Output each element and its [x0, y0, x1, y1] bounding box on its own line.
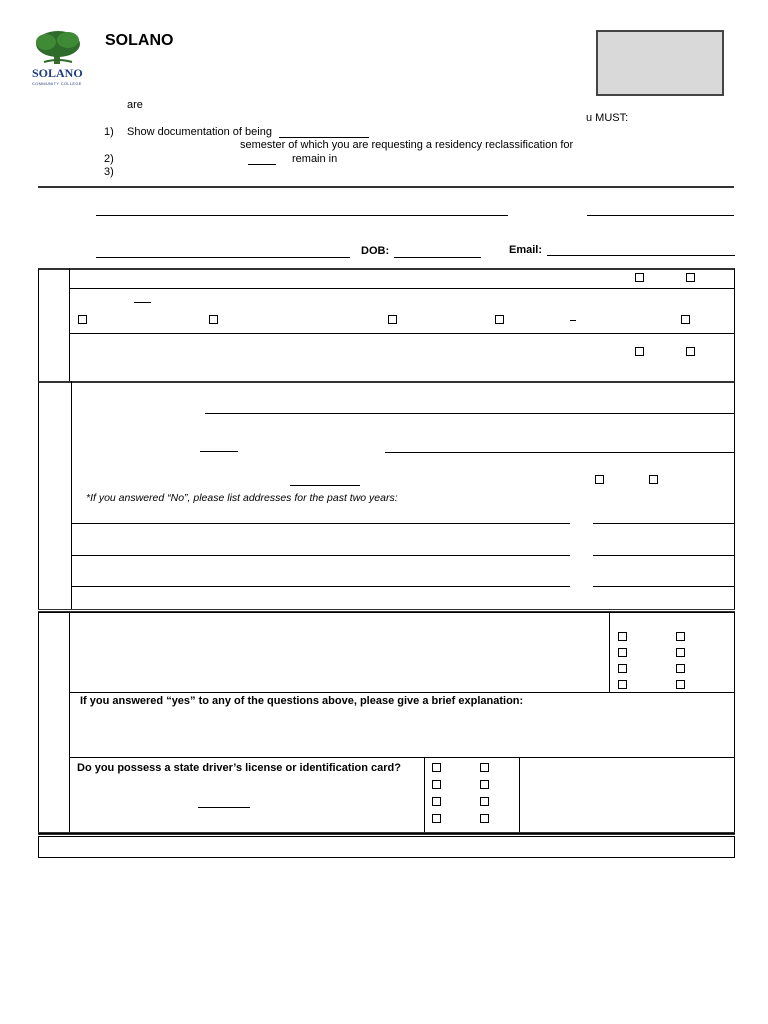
email-label: Email:	[509, 244, 543, 256]
section-c-q4-yes-checkbox[interactable]	[618, 680, 627, 689]
address-line-2[interactable]	[72, 555, 570, 556]
license-question: Do you possess a state driver’s license or identification card?	[77, 762, 401, 774]
section-c-sidebar-divider	[69, 612, 70, 834]
section-c-q1-yes-checkbox[interactable]	[618, 632, 627, 641]
section-c-q3-no-checkbox[interactable]	[676, 664, 685, 673]
item2-number: 2)	[104, 153, 114, 165]
section-a-q3-yes-checkbox[interactable]	[635, 347, 644, 356]
section-a-q3-no-checkbox[interactable]	[686, 347, 695, 356]
section-c-footer-divider	[38, 832, 735, 835]
section-b-line-2a[interactable]	[200, 451, 238, 452]
section-a-option5-checkbox[interactable]	[681, 315, 690, 324]
phone-field-line[interactable]	[96, 257, 350, 258]
section-a-short-blank	[134, 302, 151, 303]
license-opt3-right-checkbox[interactable]	[480, 797, 489, 806]
name-field-line[interactable]	[96, 215, 508, 216]
section-a	[38, 268, 735, 382]
license-opt1-left-checkbox[interactable]	[432, 763, 441, 772]
license-opt2-right-checkbox[interactable]	[480, 780, 489, 789]
license-opt1-right-checkbox[interactable]	[480, 763, 489, 772]
address-date-line-1[interactable]	[593, 523, 734, 524]
section-c	[38, 612, 735, 834]
section-a-option2-checkbox[interactable]	[209, 315, 218, 324]
college-logo	[24, 28, 92, 92]
logo-wordmark: SOLANO	[32, 66, 83, 80]
license-column-divider-1	[424, 757, 425, 834]
license-opt3-left-checkbox[interactable]	[432, 797, 441, 806]
section-b-yes-checkbox[interactable]	[595, 475, 604, 484]
license-opt4-right-checkbox[interactable]	[480, 814, 489, 823]
item1-text: Show documentation of being	[127, 126, 272, 138]
item2-text: remain in	[292, 153, 338, 165]
section-c-q2-no-checkbox[interactable]	[676, 648, 685, 657]
section-c-q1-no-checkbox[interactable]	[676, 632, 685, 641]
item2-blank	[248, 164, 276, 165]
address-date-line-2[interactable]	[593, 555, 734, 556]
address-date-line-3[interactable]	[593, 586, 734, 587]
section-a-row-divider-1	[69, 288, 735, 289]
section-c-row-divider-2	[69, 757, 735, 758]
page-title: SOLANO	[105, 32, 174, 49]
addresses-note: *If you answered “No”, please list addresses for the past two years:	[86, 492, 398, 504]
header-divider	[38, 186, 734, 188]
item1-continuation: semester of which you are requesting a residency reclassification for	[240, 139, 574, 151]
section-c-q4-no-checkbox[interactable]	[676, 680, 685, 689]
item1-number: 1)	[104, 126, 114, 138]
section-b-sidebar-divider	[71, 381, 72, 610]
office-use-box	[596, 30, 724, 96]
section-c-q3-yes-checkbox[interactable]	[618, 664, 627, 673]
item1-blank	[279, 137, 369, 138]
dob-label: DOB:	[361, 245, 390, 257]
address-line-1[interactable]	[72, 523, 570, 524]
item3-number: 3)	[104, 166, 114, 178]
section-b-line-1[interactable]	[205, 413, 734, 414]
logo-subtext: COMMUNITY COLLEGE	[32, 81, 82, 86]
section-c-q2-yes-checkbox[interactable]	[618, 648, 627, 657]
license-opt2-left-checkbox[interactable]	[432, 780, 441, 789]
email-field-line[interactable]	[547, 255, 735, 256]
license-opt4-left-checkbox[interactable]	[432, 814, 441, 823]
section-c-row-divider-1	[69, 692, 735, 693]
section-a-option4-checkbox[interactable]	[495, 315, 504, 324]
license-column-divider-2	[519, 757, 520, 834]
section-a-dash	[570, 320, 576, 321]
section-c-checkbox-column-divider	[609, 612, 610, 692]
license-blank[interactable]	[198, 807, 250, 808]
section-a-row-divider-2	[69, 333, 735, 334]
section-b-line-2b[interactable]	[385, 452, 734, 453]
section-a-option3-checkbox[interactable]	[388, 315, 397, 324]
id-field-line[interactable]	[587, 215, 734, 216]
intro-must: u MUST:	[586, 112, 629, 124]
intro-are: are	[127, 99, 143, 111]
section-b-no-checkbox[interactable]	[649, 475, 658, 484]
section-a-option1-checkbox[interactable]	[78, 315, 87, 324]
explanation-prompt: If you answered “yes” to any of the questions above, please give a brief explanation:	[80, 695, 524, 707]
address-line-3[interactable]	[72, 586, 570, 587]
section-a-q1-yes-checkbox[interactable]	[635, 273, 644, 282]
section-a-q1-no-checkbox[interactable]	[686, 273, 695, 282]
section-a-sidebar-divider	[69, 268, 70, 382]
footer-band	[38, 836, 735, 858]
dob-field-line[interactable]	[394, 257, 481, 258]
section-b-line-3[interactable]	[290, 485, 360, 486]
